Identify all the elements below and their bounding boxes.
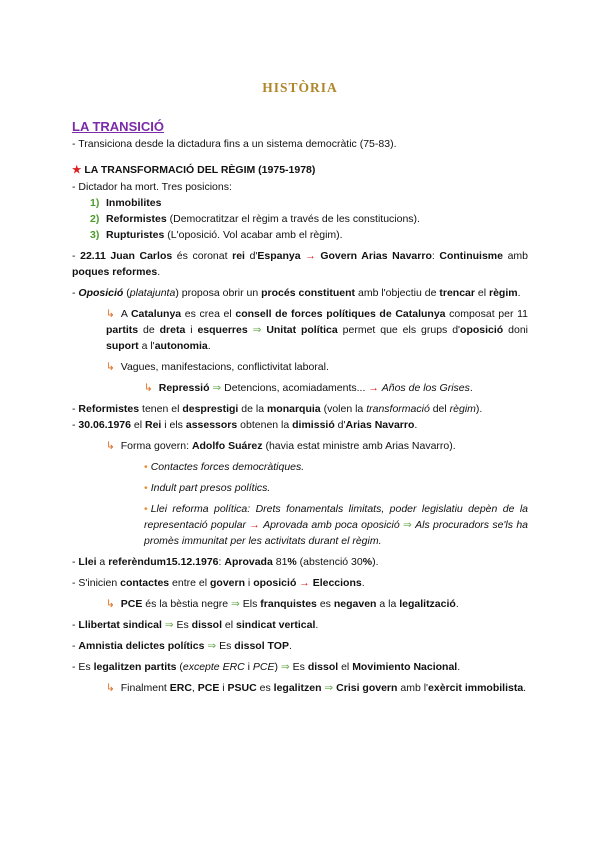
dictator-line: - Dictador ha mort. Tres posicions: [72, 181, 232, 193]
list-item: 1) Inmobilites [90, 197, 162, 209]
double-arrow-icon: ⇒ [399, 519, 416, 531]
subsection-title: LA TRANSFORMACIÓ DEL RÈGIM (1975-1978) [84, 164, 316, 176]
paragraph-llei: - Llei a referèndum15.12.1976: Aprovada 81% (abstenció 30%). [72, 556, 379, 568]
paragraph-legalitzen: - Es legalitzen partits (excepte ERC i PCE) ⇒ Es dissol el Movimiento Nacional. [72, 661, 461, 673]
page-title: HISTÒRIA [262, 80, 338, 95]
paragraph-catalunya: ↳ A Catalunya es crea el consell de forces polítiques de Catalunya composat per 11 partits de dreta i esquerres ⇒ Unitat política permet que els grups d'oposició doni suport a l'autonomia. [106, 308, 528, 352]
sub-arrow-icon: ↳ [106, 361, 115, 373]
arrow-icon: → [365, 382, 382, 394]
double-arrow-icon: ⇒ [228, 598, 243, 610]
sub-arrow-icon: ↳ [106, 598, 115, 610]
paragraph-vagues: ↳ Vagues, manifestacions, conflictivitat laboral. [106, 361, 329, 373]
arrow-icon: → [245, 519, 264, 531]
bullet-icon: • [144, 503, 148, 515]
double-arrow-icon: ⇒ [161, 619, 177, 631]
list-item: • Indult part presos polítics. [144, 482, 271, 494]
star-icon: ★ [72, 164, 82, 176]
bullet-icon: • [144, 482, 148, 494]
intro-line: - Transiciona desde la dictadura fins a un sistema democràtic (75-83). [72, 138, 397, 150]
section-heading: LA TRANSICIÓ [72, 119, 164, 134]
list-item: 2) Reformistes (Democratitzar el règim a través de les constitucions). [90, 213, 420, 225]
arrow-icon: → [300, 250, 321, 262]
double-arrow-icon: ⇒ [204, 640, 220, 652]
paragraph-llibertat: - Llibertat sindical ⇒ Es dissol el sindicat vertical. [72, 619, 319, 631]
paragraph-pce: ↳ PCE és la bèstia negre ⇒ Els franquistes es negaven a la legalització. [106, 598, 459, 610]
subsection-heading [72, 162, 528, 178]
bullet-icon: • [144, 461, 148, 473]
paragraph-finalment: ↳ Finalment ERC, PCE i PSUC es legalitzen ⇒ Crisi govern amb l'exèrcit immobilista. [106, 682, 527, 694]
list-item: • Llei reforma política: Drets fonamentals limitats, poder legislatiu depèn de la representació popular → Aprovada amb poca oposició ⇒ Als procuradors se'ls ha promès immunitat per les activitats durant el règim. [144, 503, 528, 547]
paragraph-30-06-1976: - 30.06.1976 el Rei i els assessors obtenen la dimissió d'Arias Navarro. [72, 419, 418, 431]
document-body [72, 119, 528, 696]
arrow-icon: → [296, 577, 313, 589]
sub-arrow-icon: ↳ [106, 308, 115, 320]
bullet-list [72, 459, 528, 549]
double-arrow-icon: ⇒ [278, 661, 293, 673]
list-item: 3) Rupturistes (L'oposició. Vol acabar amb el règim). [90, 229, 343, 241]
sub-arrow-icon: ↳ [144, 382, 153, 394]
sub-arrow-icon: ↳ [106, 682, 115, 694]
double-arrow-icon: ⇒ [247, 324, 267, 336]
paragraph-contactes: - S'inicien contactes entre el govern i oposició → Eleccions. [72, 577, 365, 589]
paragraph-repressio: ↳ Repressió ⇒ Detencions, acomiadaments... → Años de los Grises. [144, 382, 473, 394]
sub-arrow-icon: ↳ [106, 440, 115, 452]
paragraph-reformistes: - Reformistes tenen el desprestigi de la monarquia (volen la transformació del règim). [72, 403, 483, 415]
paragraph-juan-carlos: - 22.11 Juan Carlos és coronat rei d'Espanya → Govern Arias Navarro: Continuisme amb poques reformes. [72, 250, 529, 278]
paragraph-amnistia: - Amnistia delictes polítics ⇒ Es dissol TOP. [72, 640, 292, 652]
list-item: • Contactes forces democràtiques. [144, 461, 305, 473]
double-arrow-icon: ⇒ [209, 382, 225, 394]
paragraph-forma-govern: ↳ Forma govern: Adolfo Suárez (havia estat ministre amb Arias Navarro). [106, 440, 456, 452]
paragraph-oposicio: - Oposició (platajunta) proposa obrir un procés constituent amb l'objectiu de trencar el règim. [72, 287, 521, 299]
double-arrow-icon: ⇒ [321, 682, 337, 694]
